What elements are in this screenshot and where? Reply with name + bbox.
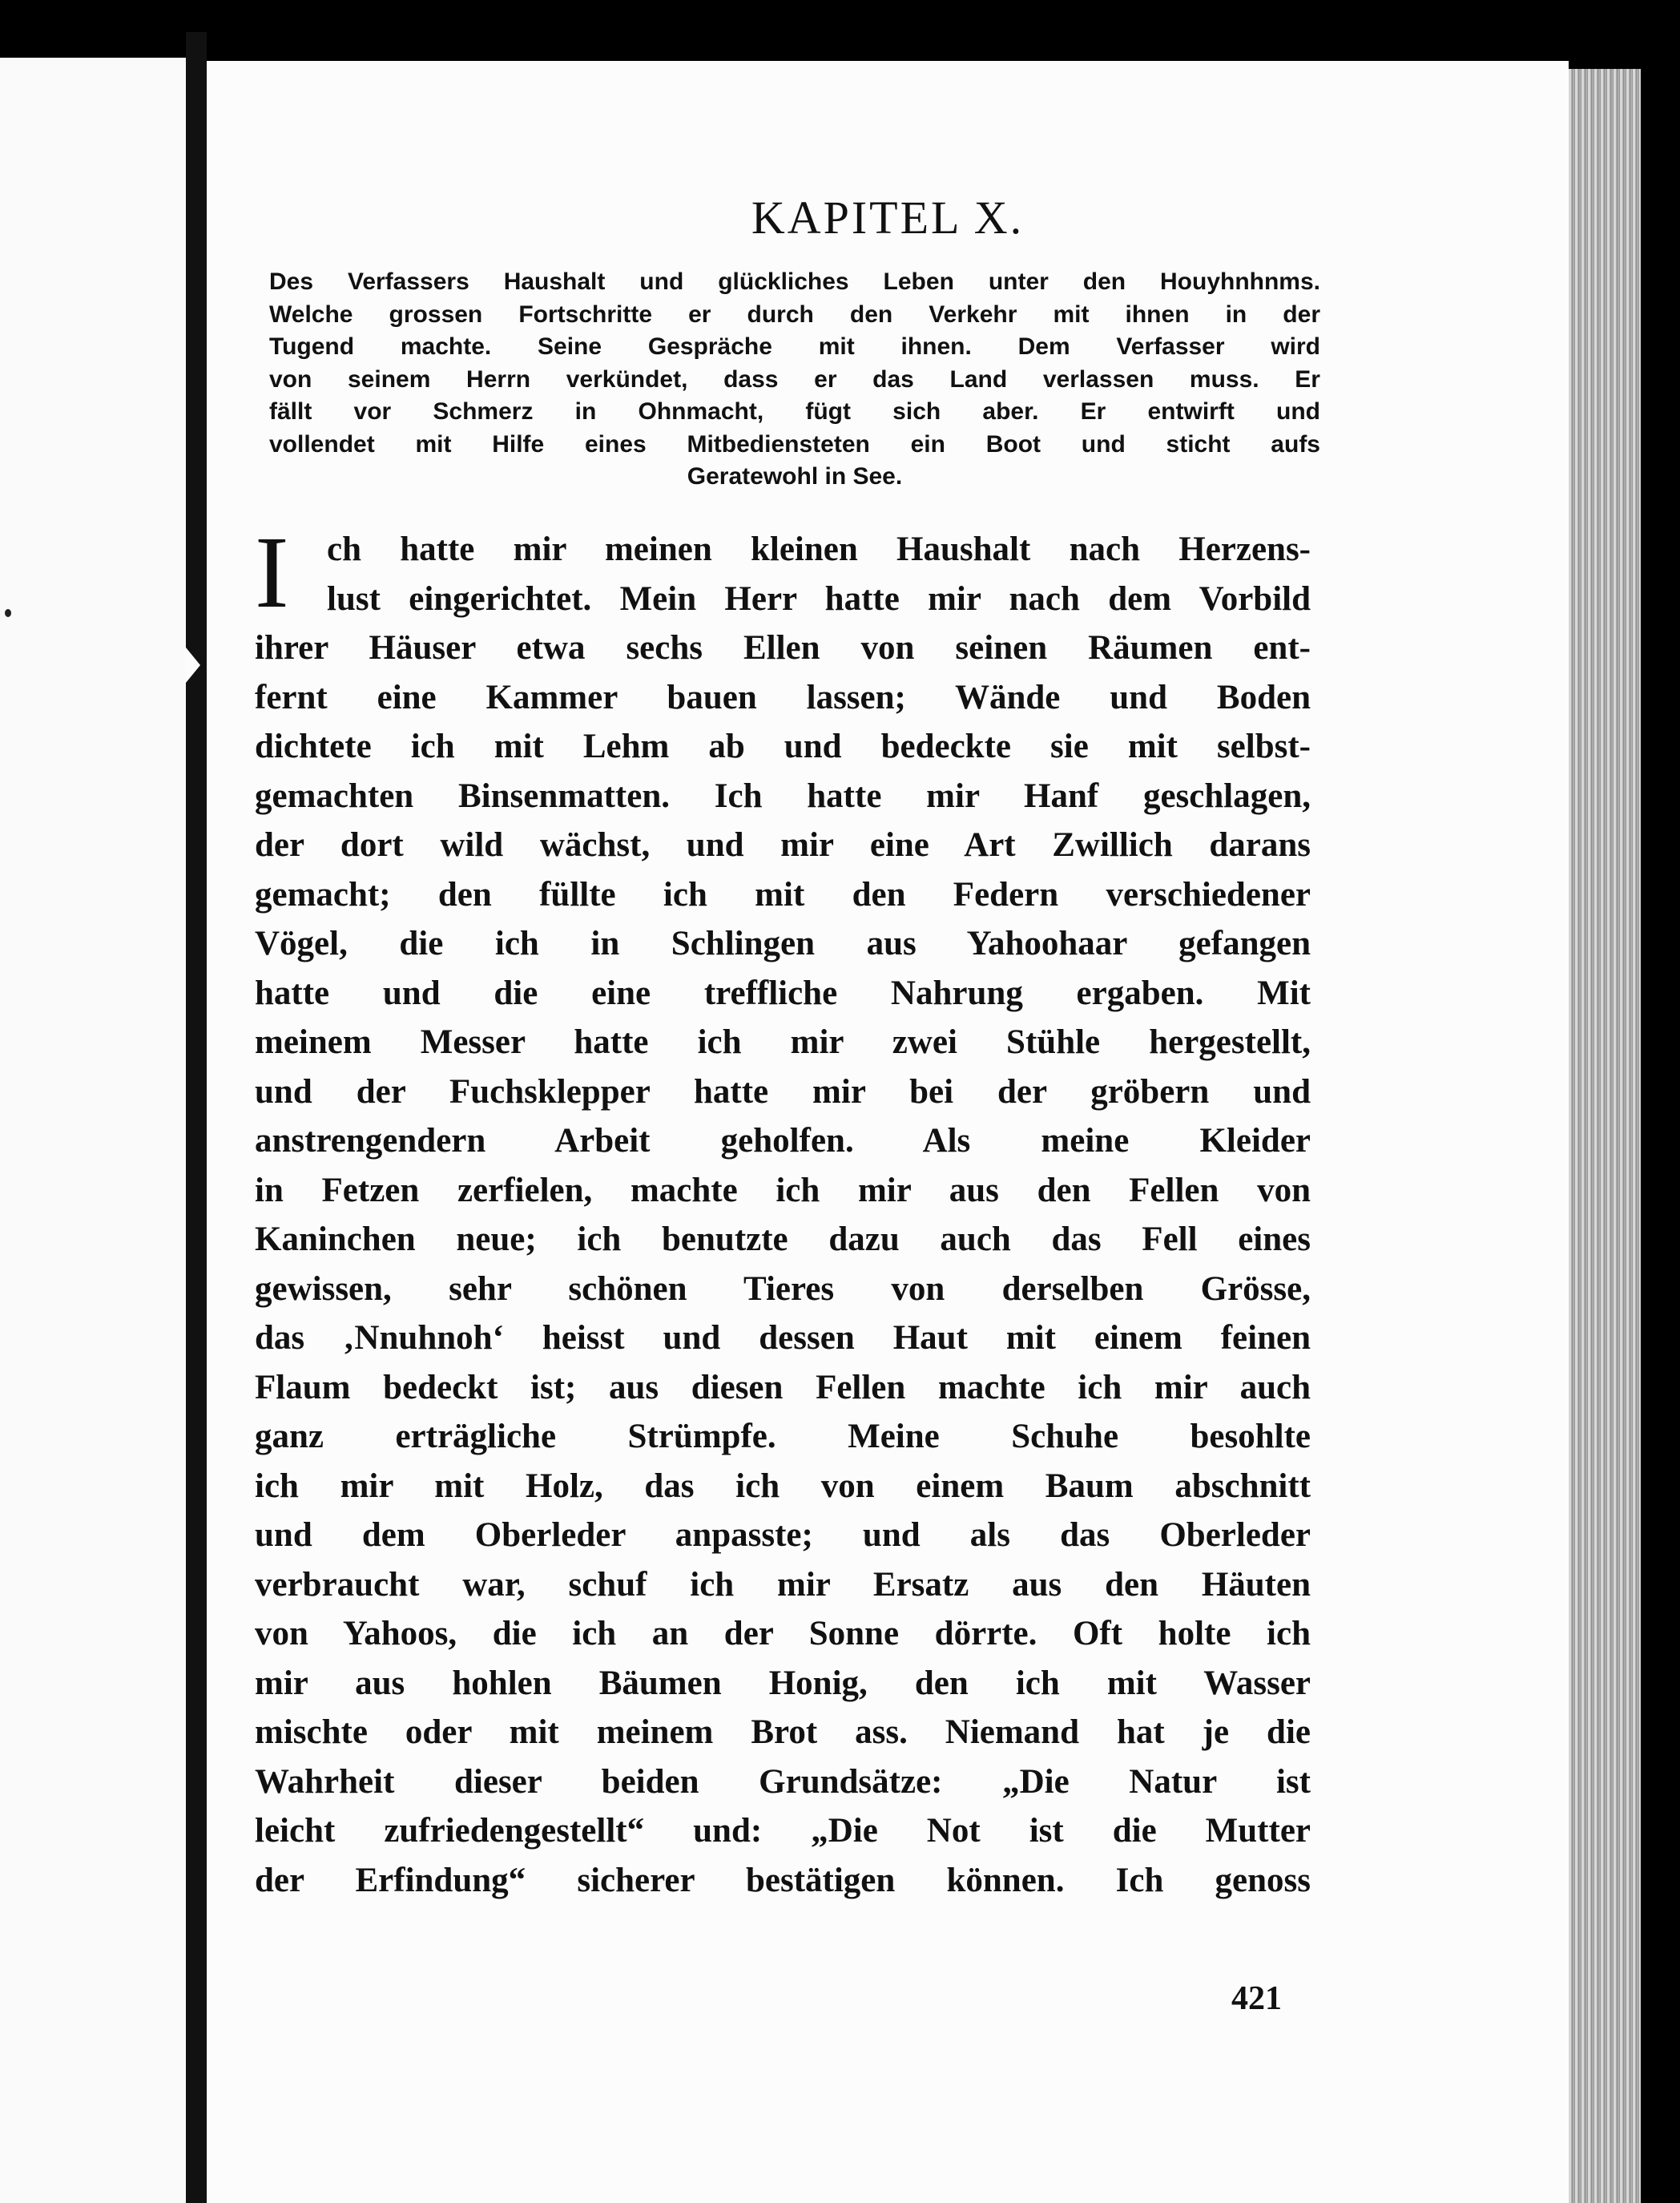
text-line: fernt eine Kammer bauen lassen; Wände und Boden [255,678,1311,716]
page-speck [5,609,11,617]
text-line: dichtete ich mit Lehm ab und bedeckte sie mit selbst- [255,728,1311,765]
summary-line: Tugend machte. Seine Gespräche mit ihnen. Dem Verfasser wird [269,333,1320,360]
drop-cap: I [255,515,289,629]
text-line: lust eingerichtet. Mein Herr hatte mir nach dem Vorbild [327,579,1311,618]
text-line: mischte oder mit meinem Brot ass. Niemand hat je die [255,1713,1311,1751]
text-line: verbraucht war, schuf ich mir Ersatz aus den Häuten [255,1565,1311,1604]
text-line: ihrer Häuser etwa sechs Ellen von seinen Räumen ent- [255,629,1311,667]
text-line: der dort wild wächst, und mir eine Art Zwillich darans [255,826,1311,864]
body-text [255,525,1311,1905]
summary-line: Welche grossen Fortschritte er durch den Verkehr mit ihnen in der [269,301,1320,328]
chapter-title: KAPITEL X. [751,192,1025,244]
text-line: und der Fuchsklepper hatte mir bei der gröbern und [255,1072,1311,1111]
text-line: anstrengendern Arbeit geholfen. Als meine Kleider [255,1122,1311,1160]
text-line: und dem Oberleder anpasste; und als das Oberleder [255,1516,1311,1554]
text-line: ch hatte mir meinen kleinen Haushalt nach Herzens- [327,531,1311,568]
text-line: hatte und die eine treffliche Nahrung ergaben. Mit [255,974,1311,1012]
text-line: Vögel, die ich in Schlingen aus Yahoohaar gefangen [255,925,1311,962]
text-line: Kaninchen neue; ich benutzte dazu auch das Fell eines [255,1221,1311,1258]
scan-background [1641,69,1680,2203]
text-line: leicht zufriedengestellt“ und: „Die Not ist die Mutter [255,1812,1311,1850]
text-line: von Yahoos, die ich an der Sonne dörrte. Oft holte ich [255,1615,1311,1652]
text-line: das ‚Nnuhnoh‘ heisst und dessen Haut mit einem feinen [255,1319,1311,1357]
text-line: gemacht; den füllte ich mit den Federn verschiedener [255,875,1311,914]
text-line: gemachten Binsenmatten. Ich hatte mir Hanf geschlagen, [255,777,1311,815]
text-line: in Fetzen zerfielen, machte ich mir aus den Fellen von [255,1171,1311,1209]
text-line: Wahrheit dieser beiden Grundsätze: „Die Natur ist [255,1762,1311,1801]
text-line: mir aus hohlen Bäumen Honig, den ich mit Wasser [255,1664,1311,1702]
text-line: der Erfindung“ sicherer bestätigen können. Ich genoss [255,1861,1311,1899]
page-number: 421 [1231,1980,1282,2017]
summary-line: fällt vor Schmerz in Ohnmacht, fügt sich aber. Er entwirft und [269,398,1320,425]
text-line: ich mir mit Holz, das ich von einem Baum abschnitt [255,1467,1311,1505]
stacked-page-edges [1569,69,1641,2203]
left-page-edge [0,58,186,2203]
text-line: ganz erträgliche Strümpfe. Meine Schuhe besohlte [255,1418,1311,1455]
text-line: Flaum bedeckt ist; aus diesen Fellen machte ich mir auch [255,1368,1311,1406]
summary-line: Geratewohl in See. [687,463,903,490]
chapter-summary [269,266,1320,494]
page-edge-nick [186,648,200,683]
summary-line: Des Verfassers Haushalt und glückliches Leben unter den Houyhnhnms. [269,268,1320,295]
text-line: gewissen, sehr schönen Tieres von derselben Grösse, [255,1269,1311,1308]
summary-line: vollendet mit Hilfe eines Mitbediensteten ein Boot und sticht aufs [269,430,1320,458]
summary-line: von seinem Herrn verkündet, dass er das Land verlassen muss. Er [269,365,1320,393]
text-line: meinem Messer hatte ich mir zwei Stühle hergestellt, [255,1023,1311,1061]
book-gutter [186,32,207,2203]
